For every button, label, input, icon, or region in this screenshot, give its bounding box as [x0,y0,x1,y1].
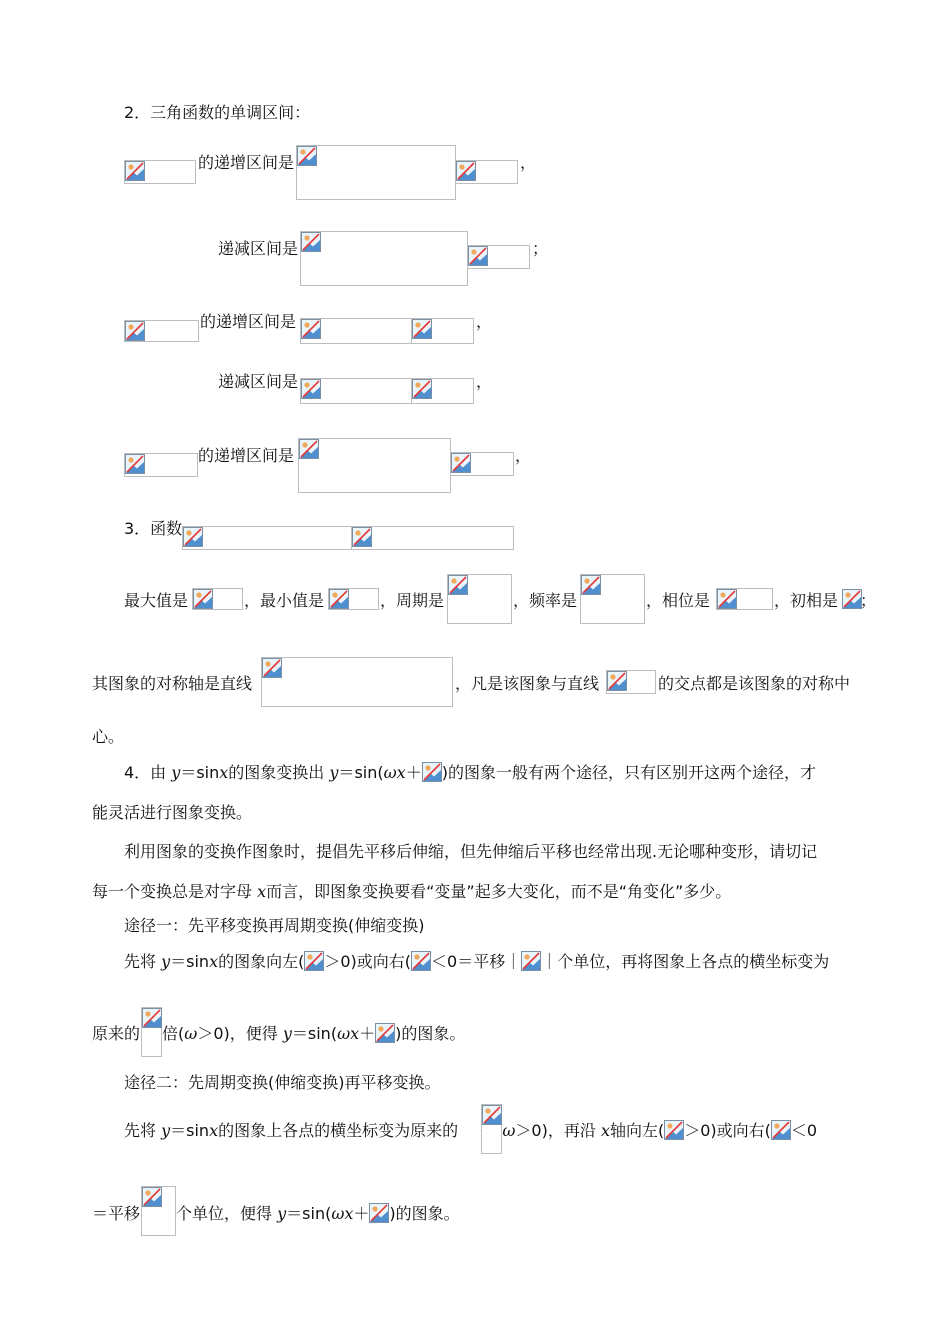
broken-image-icon [299,439,319,459]
text-center: ，凡是该图象与直线 [455,674,600,693]
broken-image-icon [717,589,737,609]
formula-image [606,670,656,694]
broken-image-icon [412,379,432,399]
text-decreasing: 递减区间是 [218,372,299,391]
punct: ， [476,312,493,331]
broken-image-icon [369,1203,389,1223]
formula-image [124,320,199,342]
broken-image-icon [842,589,862,609]
broken-image-icon [301,232,321,252]
formula-image [300,231,468,286]
formula-image [300,378,412,404]
formula-image [842,589,862,609]
broken-image-icon [581,575,601,595]
text-axis: 其图象的对称轴是直线 [92,674,253,693]
formula-image [192,588,243,610]
broken-image-icon [142,1008,162,1028]
paragraph-line: 原来的 倍(ω＞0)，便得 y＝sin(ωx＋ )的图象。 [92,1024,466,1043]
paragraph-line: 每一个变换总是对字母 x而言，即图象变换要看“变量”起多大变化，而不是“角变化”多少。 [92,882,732,901]
text-max: 最大值是 [124,591,189,610]
paragraph-line: 利用图象的变换作图象时，提倡先平移后伸缩，但先伸缩后平移也经常出现.无论哪种变形，请切记 [124,842,818,861]
formula-image [124,160,196,184]
formula-image [300,318,412,344]
formula-image [716,588,773,610]
section-title: 2．三角函数的单调区间： [124,103,311,122]
broken-image-icon [183,527,203,547]
broken-image-icon [664,1120,684,1140]
formula-image [141,1007,162,1057]
broken-image-icon [301,379,321,399]
formula-image [580,574,645,624]
broken-image-icon [375,1023,395,1043]
punct: ， [520,153,537,172]
broken-image-icon [412,319,432,339]
formula-image [450,452,514,476]
text-initial-phase: ，初相是 [774,591,839,610]
formula-image [141,1186,176,1236]
paragraph-line: 先将 y＝sinx的图象向左( ＞0)或向右( ＜0＝平移｜ ｜个单位，再将图象上各点的横坐标变为 [124,952,830,971]
formula-image [328,588,379,610]
formula-image [296,145,456,200]
formula-image [124,453,198,477]
formula-image [447,574,512,624]
text-phase: ，相位是 [646,591,711,610]
formula-image [298,438,451,493]
broken-image-icon [451,453,471,473]
paragraph-line: 能灵活进行图象变换。 [92,803,253,822]
broken-image-icon [301,319,321,339]
way-two-title: 途径二：先周期变换(伸缩变换)再平移变换。 [124,1073,441,1092]
paragraph-line: ＝平移 个单位，便得 y＝sin(ωx＋ )的图象。 [92,1204,460,1223]
broken-image-icon [304,951,324,971]
broken-image-icon [142,1187,162,1207]
text-period: ，周期是 [380,591,445,610]
broken-image-icon [125,161,145,181]
text-min: ，最小值是 [244,591,325,610]
formula-image [467,245,530,269]
broken-image-icon [262,658,282,678]
broken-image-icon [771,1120,791,1140]
text-increasing: 的递增区间是 [198,446,295,465]
punct: ； [860,591,877,610]
formula-image [411,318,474,344]
text-frequency: ，频率是 [513,591,578,610]
text-decreasing: 递减区间是 [218,239,299,258]
punct: ， [476,372,493,391]
broken-image-icon [125,321,145,341]
formula-image [182,526,352,550]
broken-image-icon [482,1105,502,1125]
broken-image-icon [607,671,627,691]
broken-image-icon [521,951,541,971]
formula-image [455,160,518,184]
formula-image [261,657,453,707]
broken-image-icon [411,951,431,971]
broken-image-icon [468,246,488,266]
broken-image-icon [297,146,317,166]
broken-image-icon [448,575,468,595]
formula-image [481,1104,502,1154]
text-center: 心。 [92,727,125,746]
punct: ； [532,239,549,258]
formula-image [351,526,514,550]
punct: ， [515,446,532,465]
broken-image-icon [422,762,442,782]
broken-image-icon [352,527,372,547]
formula-image [411,378,474,404]
broken-image-icon [125,454,145,474]
broken-image-icon [329,589,349,609]
paragraph-line: 先将 y＝sinx的图象上各点的横坐标变为原来的 ω＞0)，再沿 x轴向左( ＞0)或向右( ＜0 [124,1121,818,1140]
broken-image-icon [193,589,213,609]
paragraph-line: 4．由 y＝sinx的图象变换出 y＝sin(ωx＋ )的图象一般有两个途径，只有区别开这两个途径，才 [124,763,816,782]
broken-image-icon [456,161,476,181]
text-increasing: 的递增区间是 [198,153,295,172]
text-increasing: 的递增区间是 [200,312,297,331]
section-title: 3．函数 [124,519,183,538]
way-one-title: 途径一：先平移变换再周期变换(伸缩变换) [124,916,425,935]
text-center: 的交点都是该图象的对称中 [658,674,851,693]
